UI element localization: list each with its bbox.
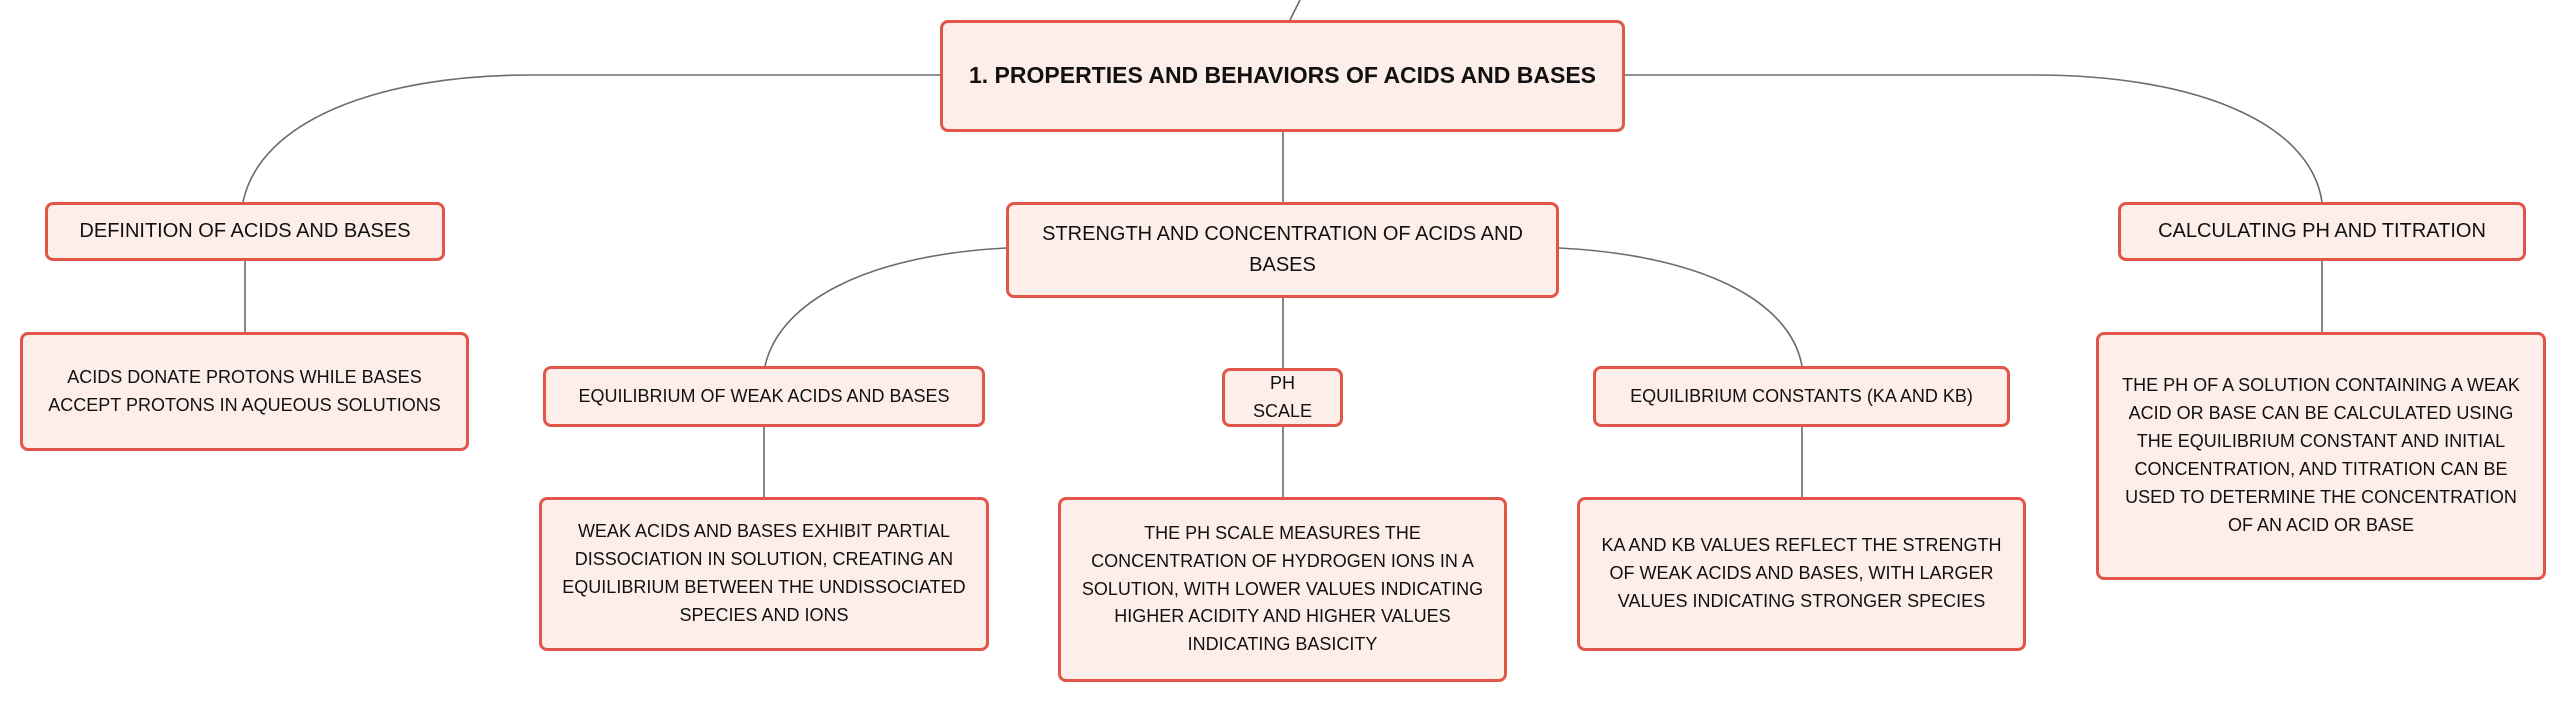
equilibrium-node-label: EQUILIBRIUM OF WEAK ACIDS AND BASES [578, 385, 950, 406]
strength-node-label: STRENGTH AND CONCENTRATION OF ACIDS AND BASES [1042, 223, 1523, 276]
definition-detail-text: ACIDS DONATE PROTONS WHILE BASES ACCEPT PROTONS IN AQUEOUS SOLUTIONS [48, 366, 441, 415]
connector-strength-to-equilibrium [765, 248, 1006, 366]
root-node-label: 1. PROPERTIES AND BEHAVIORS OF ACIDS AND BASES [968, 62, 1597, 89]
definition-detail-node[interactable] [20, 332, 469, 451]
constants-detail-node[interactable] [1577, 497, 2026, 651]
constants-detail-text: KA AND KB VALUES REFLECT THE STRENGTH OF WEAK ACIDS AND BASES, WITH LARGER VALUES INDICATING STRONGER SPECIES [1601, 535, 2002, 611]
equilibrium-node[interactable] [543, 366, 985, 427]
connector-parent-to-root [1290, 0, 1300, 20]
equilibrium-detail-node[interactable] [539, 497, 989, 651]
calculating-detail-node[interactable] [2096, 332, 2546, 580]
ph-scale-node-label: PH SCALE [1252, 372, 1313, 421]
definition-node-label: DEFINITION OF ACIDS AND BASES [79, 220, 411, 242]
strength-node[interactable] [1006, 202, 1559, 298]
ph-scale-node[interactable] [1222, 368, 1343, 427]
connector-root-to-calculating [1625, 75, 2322, 202]
constants-node[interactable] [1593, 366, 2010, 427]
definition-node[interactable] [45, 202, 445, 261]
calculating-node-label: CALCULATING PH AND TITRATION [2158, 220, 2486, 242]
connector-root-to-definition [243, 75, 940, 202]
equilibrium-detail-text: WEAK ACIDS AND BASES EXHIBIT PARTIAL DISSOCIATION IN SOLUTION, CREATING AN EQUILIBRIUM BETWEEN THE UNDISSOCIATED SPECIES AND IONS [562, 521, 966, 625]
calculating-detail-text: THE PH OF A SOLUTION CONTAINING A WEAK ACID OR BASE CAN BE CALCULATED USING THE EQUILIBRIUM CONSTANT AND INITIAL CONCENTRATION, AND TITRATION CAN BE USED TO DETERMINE THE CONCENTRATION OF AN ACID OR BASE [2122, 375, 2520, 535]
calculating-node[interactable] [2118, 202, 2526, 261]
ph-scale-detail-node[interactable] [1058, 497, 1507, 682]
ph-scale-detail-text: THE PH SCALE MEASURES THE CONCENTRATION OF HYDROGEN IONS IN A SOLUTION, WITH LOWER VALUES INDICATING HIGHER ACIDITY AND HIGHER VALUES INDICATING BASICITY [1081, 522, 1484, 655]
connector-strength-to-constants [1559, 248, 1802, 366]
root-node[interactable] [940, 20, 1625, 132]
constants-node-label: EQUILIBRIUM CONSTANTS (KA AND KB) [1630, 385, 1973, 406]
